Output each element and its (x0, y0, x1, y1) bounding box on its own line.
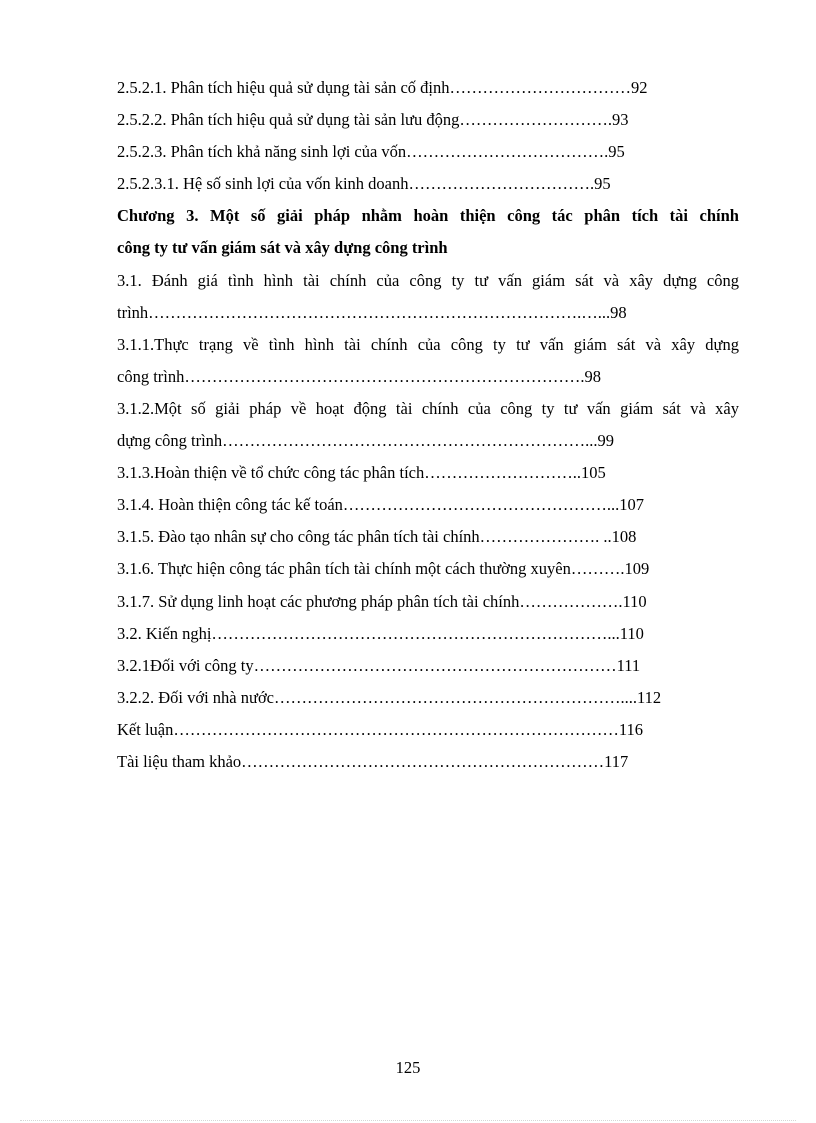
toc-entry: 3.1.6. Thực hiện công tác phân tích tài chính một cách thường xuyên……….109 (117, 559, 650, 579)
toc-entry: Chương 3. Một số giải pháp nhằm hoàn thiện công tác phân tích tài chính (117, 206, 739, 226)
toc-entry: 3.1.7. Sử dụng linh hoạt các phương pháp phân tích tài chính……………….110 (117, 591, 647, 611)
table-of-contents (117, 72, 739, 778)
page-bottom-divider (20, 1120, 796, 1121)
toc-entry: 3.1.5. Đào tạo nhân sự cho công tác phân tích tài chính…………………. ..108 (117, 527, 637, 547)
toc-entry: 2.5.2.1. Phân tích hiệu quả sử dụng tài sản cố định……………………………92 (117, 78, 648, 97)
toc-entry: 3.2.2. Đối với nhà nước………………………………………………………....112 (117, 687, 662, 707)
toc-entry: 3.1.3.Hoàn thiện về tổ chức công tác phân tích………………………..105 (117, 463, 606, 483)
toc-entry: 3.1.2.Một số giải pháp về hoạt động tài chính của công ty tư vấn giám sát và xây (117, 398, 739, 418)
toc-entry: 2.5.2.3.1. Hệ số sinh lợi của vốn kinh doanh…………………………….95 (117, 174, 611, 194)
toc-entry: Tài liệu tham khảo…………………………………………………………117 (117, 751, 629, 771)
page-number: 125 (395, 1058, 421, 1077)
toc-entry: 3.1. Đánh giá tình hình tài chính của công ty tư vấn giám sát và xây dựng công (117, 270, 739, 290)
toc-entry: 3.1.1.Thực trạng về tình hình tài chính của công ty tư vấn giám sát và xây dựng (117, 334, 739, 354)
toc-entry: 3.2.1Đối với công ty…………………………………………………………111 (117, 655, 641, 675)
toc-entry: dựng công trình…………………………………………………………...99 (117, 431, 615, 451)
toc-entry: 2.5.2.3. Phân tích khả năng sinh lợi của vốn……………………………….95 (117, 142, 625, 162)
toc-entry: 3.1.4. Hoàn thiện công tác kế toán…………………………………………...107 (117, 495, 645, 515)
toc-entry: Kết luận………………………………………………………………………116 (117, 719, 643, 739)
toc-entry: trình…………………………………………………………………….…...98 (117, 302, 627, 322)
toc-entry: công trình……………………………………………………………….98 (117, 366, 601, 386)
toc-entry: công ty tư vấn giám sát và xây dựng công trình (117, 238, 448, 258)
toc-entry: 2.5.2.2. Phân tích hiệu quả sử dụng tài sản lưu động……………………….93 (117, 110, 629, 130)
toc-entry: 3.2. Kiến nghị………………………………………………………………...110 (117, 623, 644, 643)
